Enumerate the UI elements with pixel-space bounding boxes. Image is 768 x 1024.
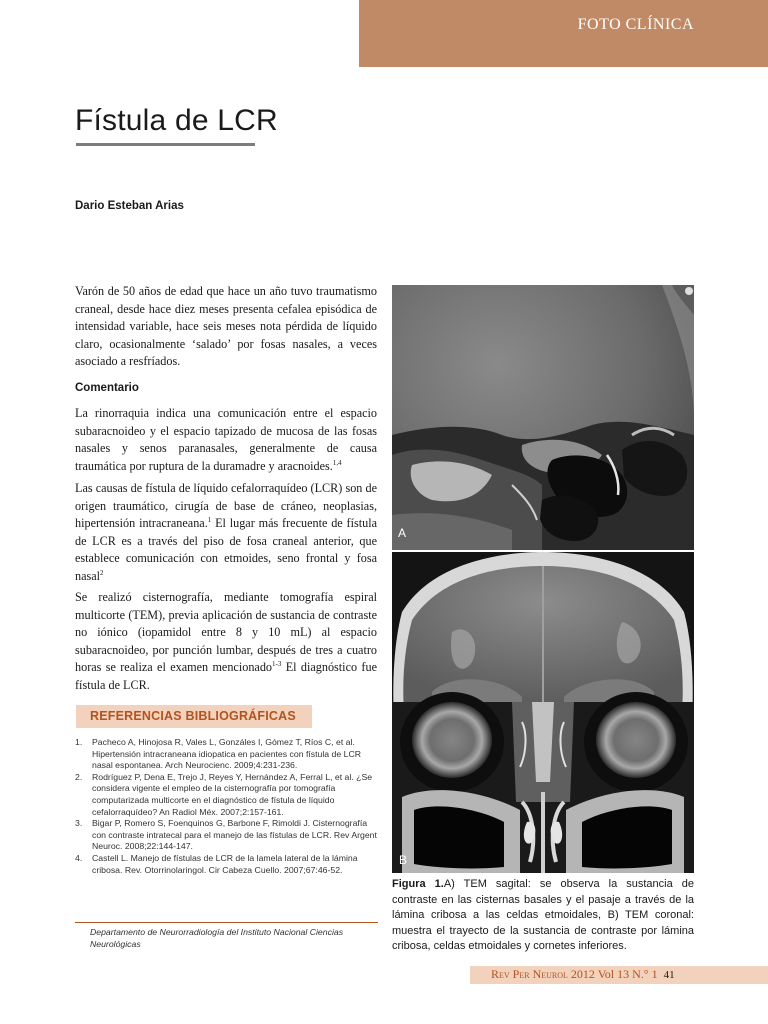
author-name: Dario Esteban Arias: [75, 200, 184, 212]
reference-item: [75, 818, 378, 853]
figure-1: [392, 285, 694, 873]
citation-mark: 1: [207, 515, 212, 524]
citation-mark: 2: [100, 568, 104, 577]
references-list: [75, 737, 378, 876]
reference-item: [75, 853, 378, 876]
title-underline: [76, 143, 255, 146]
reference-text: Rodríguez P, Dena E, Trejo J, Reyes Y, Hernández A, Ferral L, et al. ¿Se considera vigente el empleo de la cisternografía por tomografía computarizada multicorte en el diagnóstico de fístula de líquido cefalorraquídeo? An Radiol Méx. 2007;2:157-161.: [92, 771, 373, 817]
comment-paragraph-3-text-a: Se realizó cisternografía, mediante tomografía espiral multicorte (TEM), previa aplicación de sustancia de contraste no iónico (iopamidol entre 8 y 10 mL) al espacio subaracnoideo, por punción lumbar, después de tres a cuatro horas se realiza el examen mencionado: [75, 590, 377, 674]
caption-label: Figura 1.: [392, 878, 444, 890]
footer-band: [470, 966, 768, 984]
comment-paragraph-3: [75, 589, 377, 694]
comment-paragraph-2-text-a: Las causas de fístula de líquido cefalorraquídeo (LCR) son de origen traumático, cirugía de base de cráneo, neoplasias, hipertensión intracraneana.: [75, 481, 377, 530]
reference-number: 1.: [75, 737, 83, 747]
reference-item: [75, 772, 378, 818]
reference-text: Castell L. Manejo de fístulas de LCR de la lamela lateral de la lámina cribosa. Rev. Otorrinolaringol. Cir Cabeza Cuello. 2007;67:46-52.: [92, 852, 358, 875]
case-paragraph: Varón de 50 años de edad que hace un año tuvo traumatismo craneal, desde hace diez meses presenta cefalea episódica de intensidad variable, hace seis meses nota pérdida de líquido claro, ocasionalmente ‘salado’ por fosas nasales, a veces asociado a resfríados.: [75, 284, 377, 368]
section-label: FOTO CLÍNICA: [577, 16, 694, 33]
comment-paragraph-1: [75, 405, 377, 475]
reference-number: 2.: [75, 771, 83, 782]
image-label-b: B: [399, 853, 408, 867]
reference-number: 3.: [75, 818, 83, 829]
ct-sagittal-drawing: [392, 285, 694, 550]
comment-heading: Comentario: [75, 382, 139, 394]
reference-text: Bigar P, Romero S, Foenquinos G, Barbone F, Rimoldi J. Cisternografía con contraste intratecal para el manejo de las fístulas de LCR. Rev Argent Neuroc. 2008;22:144-147.: [92, 818, 377, 852]
comment-paragraph-3-text-b: El diagnóstico fue fístula de LCR.: [75, 660, 377, 692]
figure-caption: [392, 877, 694, 955]
journal-issue: 2012 Vol 13 N.° 1: [570, 967, 658, 981]
references-heading: REFERENCIAS BIBLIOGRÁFICAS: [90, 709, 296, 723]
comment-paragraph-2-text-b: El lugar más frecuente de fístula de LCR es a través del piso de fosa craneal anterior, que establece comunicación con etmoides, seno frontal y fosa nasal: [75, 516, 377, 583]
references-banner: [76, 705, 312, 728]
page-number: 41: [663, 969, 675, 981]
comment-paragraph-2: [75, 480, 377, 585]
reference-number: 4.: [75, 852, 83, 863]
section-banner: [359, 0, 768, 67]
journal-name: Rev Per Neurol: [491, 967, 568, 981]
affiliation-rule: [75, 922, 378, 923]
article-title: Fístula de LCR: [75, 104, 278, 137]
caption-text: A) TEM sagital: se observa la sustancia de contraste en las cisternas basales y el pasaje a través de la lámina cribosa a las celdas etmoidales, B) TEM coronal: muestra el trayecto de la sustancia de contraste por lámina cribosa, celdas etmoidales y cornetes inferiores.: [392, 878, 694, 952]
citation-mark: 1,4: [332, 458, 342, 467]
reference-item: [75, 737, 378, 772]
reference-text: Pacheco A, Hinojosa R, Vales L, Gonzáles I, Gómez T, Ríos C, et al. Hipertensión intracraneana idiopatica en pacientes con fístula de LCR nasal espontanea. Arch Neurocienc. 2009;4:231-236.: [92, 737, 361, 771]
ct-sagittal-image: [392, 285, 694, 550]
affiliation-note: Departamento de Neurorradiología del Instituto Nacional Ciencias Neurológicas: [90, 927, 344, 949]
image-label-a: A: [398, 526, 407, 540]
footer-citation: [491, 967, 675, 982]
citation-mark: 1-3: [272, 659, 282, 668]
comment-paragraph-1-text: La rinorraquia indica una comunicación entre el espacio subaracnoideo y el espacio tapizado de mucosa de las fosas nasales y senos paranasales, generalmente de causa traumática por ruptura de la duramadre y aracnoides.: [75, 406, 377, 473]
ct-coronal-image: [392, 552, 694, 873]
ct-coronal-drawing: [392, 552, 694, 873]
